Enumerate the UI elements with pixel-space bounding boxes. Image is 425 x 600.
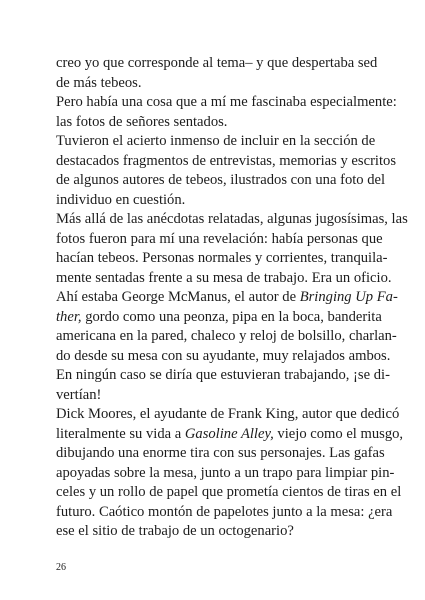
text-segment: Dick Moores, el ayudante de Frank King, autor que dedicó	[56, 406, 400, 422]
text-segment: futuro. Caótico montón de papelotes junto a la mesa: ¿era	[56, 503, 393, 520]
page-number: 26	[56, 562, 66, 573]
text-line	[56, 230, 383, 250]
text-segment: mente sentadas frente a su mesa de trabajo. Era un oficio.	[56, 269, 392, 286]
text-line	[56, 444, 385, 464]
text-line	[56, 347, 391, 367]
text-line	[56, 93, 397, 113]
text-segment: destacados fragmentos de entrevistas, memorias y escritos	[56, 152, 397, 169]
text-line	[56, 249, 388, 269]
text-line	[56, 425, 404, 445]
text-segment: creo yo que corresponde al tema– y que despertaba sed	[56, 55, 378, 71]
italic-title: Bringing Up Fa-	[299, 289, 398, 305]
text-segment: fotos fueron para mí una revelación: había personas que	[56, 230, 383, 247]
text-segment: de más tebeos.	[56, 74, 142, 91]
text-segment: literalmente su vida a	[56, 425, 185, 442]
text-segment: Pero había una cosa que a mí me fascinaba especialmente:	[56, 94, 397, 110]
text-segment: apoyadas sobre la mesa, junto a un trapo para limpiar pin-	[56, 464, 395, 481]
text-line	[56, 171, 386, 191]
text-segment: Tuvieron el acierto inmenso de incluir en la sección de	[56, 133, 376, 149]
text-line	[56, 366, 390, 386]
text-line	[56, 288, 398, 308]
text-line	[56, 74, 372, 94]
text-line	[56, 191, 372, 211]
text-line	[56, 210, 408, 230]
text-segment: vertían!	[56, 386, 102, 403]
text-segment: americana en la pared, chaleco y reloj de bolsillo, charlan-	[56, 328, 397, 344]
text-segment: ese el sitio de trabajo de un octogenario?	[56, 523, 294, 539]
text-segment: de algunos autores de tebeos, ilustrados con una foto del	[56, 172, 386, 188]
text-segment: Ahí estaba George McManus, el autor de	[56, 289, 300, 305]
text-line	[56, 386, 372, 406]
text-line	[56, 503, 393, 523]
body-text	[56, 54, 408, 542]
text-line	[56, 132, 376, 152]
text-segment: En ningún caso se diría que estuvieran trabajando, ¡se di-	[56, 367, 390, 383]
text-line	[56, 54, 378, 74]
text-segment: gordo como una peonza, pipa en la boca, banderita	[81, 308, 382, 325]
italic-title: Gasoline Alley,	[184, 425, 274, 442]
text-line	[56, 308, 382, 328]
text-line	[56, 269, 392, 289]
text-line	[56, 483, 402, 503]
text-segment: hacían tebeos. Personas normales y corrientes, tranquila-	[56, 250, 388, 266]
text-line	[56, 152, 397, 172]
text-line	[56, 464, 395, 484]
text-line	[56, 113, 372, 133]
text-line	[56, 405, 400, 425]
text-segment: celes y un rollo de papel que prometía cientos de tiras en el	[56, 484, 402, 500]
text-segment: do desde su mesa con su ayudante, muy relajados ambos.	[56, 347, 391, 364]
text-segment: Más allá de las anécdotas relatadas, algunas jugosísimas, las	[56, 211, 408, 227]
text-line	[56, 327, 397, 347]
italic-title: ther,	[56, 308, 82, 325]
text-line	[56, 522, 372, 542]
text-segment: viejo como el musgo,	[273, 425, 404, 442]
text-segment: las fotos de señores sentados.	[56, 113, 228, 130]
text-segment: individuo en cuestión.	[56, 191, 186, 208]
text-segment: dibujando una enorme tira con sus personajes. Las gafas	[56, 445, 385, 461]
